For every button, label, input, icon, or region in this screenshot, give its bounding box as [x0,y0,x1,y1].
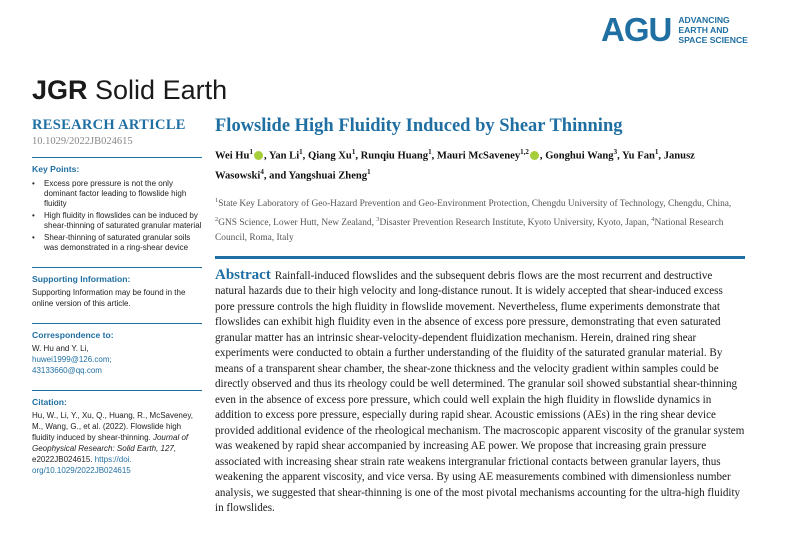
orcid-icon[interactable] [254,151,263,160]
author-name[interactable]: Yangshuai Zheng [288,170,368,182]
supporting-info-section [32,267,202,309]
journal-title-rest: Solid Earth [87,75,228,105]
agu-logo [601,13,748,46]
citation-article-id: e2022JB024615. [32,455,93,464]
orcid-icon[interactable] [530,151,539,160]
agu-tagline-line: SPACE SCIENCE [678,34,748,45]
citation-body: Hu, W., Li, Y., Xu, Q., Huang, R., McSaveney, M., Wang, G., et al. (2022). Flowslide high fluidity induced by shear-thinning. [32,411,193,442]
key-point: • Shear-thinning of saturated granular soils was demonstrated in a ring-shear device [32,233,202,253]
author-name[interactable]: Gonghui Wang [545,150,614,162]
supporting-info-text: Supporting Information may be found in the online version of this article. [32,288,186,308]
citation-doi-link[interactable]: https://doi. [94,455,132,464]
author-separator: , [617,150,622,162]
citation-journal: Journal of Geophysical Research: Solid Earth, 127, [32,433,189,453]
author-name[interactable]: Yan Li [268,150,300,162]
author-list [215,144,745,185]
agu-logo-tagline [678,15,748,45]
affiliations [215,193,745,246]
citation-heading: Citation: [32,397,67,407]
correspondence-email-link[interactable]: 43133660@qq.com [32,366,102,375]
correspondence-heading: Correspondence to: [32,330,114,340]
affiliation-text: National Research Council, Roma, Italy [215,217,724,243]
agu-logo-mark: AGU [601,11,672,48]
affiliation-sup: 4 [651,215,655,223]
correspondence-email-link[interactable]: huwei1999@126.com; [32,355,112,364]
affiliation-sup: 2 [215,215,219,223]
author-affiliation-sup: 1 [428,147,432,156]
article-main [215,117,745,517]
author-name[interactable]: Runqiu Huang [360,150,429,162]
citation-text [32,410,202,476]
key-point: • Excess pore pressure is not the only dominant factor leading to flowslide high fluidity [32,179,202,209]
affiliation-sup: 3 [376,215,380,223]
correspondence-section [32,323,202,376]
key-points-heading: Key Points: [32,164,80,174]
key-point: • High fluidity in flowslides can be induced by shear-thinning of saturated granular material [32,211,202,231]
article-type: RESEARCH ARTICLE [32,117,186,133]
key-points-section [32,157,202,253]
author-affiliation-sup: 1 [351,147,356,156]
author-affiliation-sup: 1,2 [520,147,529,156]
journal-title-bold: JGR [32,75,88,105]
author-separator: , [431,150,437,162]
author-affiliation-sup: 1 [249,147,253,156]
affiliation-text: Disaster Prevention Research Institute, Kyoto University, Kyoto, Japan, [379,217,652,228]
affiliation-text: GNS Science, Lower Hutt, New Zealand, [218,217,377,228]
key-points-list [32,179,202,253]
author-affiliation-sup: 4 [260,168,264,177]
abstract-text: Rainfall-induced flowslides and the subsequent debris flows are the most recurrent and destructive natural hazards due to their high velocity and long-distance runout. It is widely accepted that shear-induced excess pore pressure controls the high fluidity in flowslide movement. Nevertheless, flume experiments demonstrate that flowslides can exhibit high fluidity even in the absence of excess pore pressure, demonstrating that even saturated granular matter has an intrinsic shear-velocity-dependent fluidization mechanism. Herein, drained ring shear experiments were conducted to obtain a further understanding of the fluidity of the saturated granular material. By means of a transparent shear chamber, the shear-zone thickness and the velocity gradient within samples could be directly observed and thus its rheology could be well determined. The granular soil showed substantial shear-thinning even in the absence of excess pore pressure, which could well explain the high fluidity in flowslide dynamics in addition to excess pore pressure, especially during rapid shear. Acoustic emissions (AEs) in the ring shear device provided additional evidence of the rheological mechanism. The macroscopic apparent viscosity of the granular system was weakened by rapid shear accompanied by increasing AE power. We propose that increasing grain pressure associated with increasing shear strain rate weakens intergranular frictional contacts between granular layers, thus weakening the apparent viscosity, and vice versa. By using AE measurements combined with dimensionless number analysis, we suggested that shear-thinning is one of the most pivotal mechanisms accounting for the ultra-high fluidity in flowslides. [215,269,745,515]
author-separator: , [355,150,361,162]
affiliation-sup: 1 [215,196,219,204]
author-affiliation-sup: 1 [367,168,371,177]
author-affiliation-sup: 1 [299,147,303,156]
author-name[interactable]: Yu Fan [622,150,655,162]
journal-title [32,77,227,104]
supporting-info-heading: Supporting Information: [32,274,131,284]
abstract-heading: Abstract [215,266,271,283]
abstract-divider [215,256,745,259]
author-name[interactable]: Mauri McSaveney [436,150,521,162]
author-separator: , [658,150,664,162]
author-name[interactable]: Qiang Xu [307,150,352,162]
correspondence-names: W. Hu and Y. Li, [32,344,89,353]
author-name[interactable]: Janusz Wasowski [215,150,695,182]
affiliation-text: State Key Laboratory of Geo-Hazard Prevention and Geo-Environment Protection, Chengdu University of Technology, Chengdu, China, [218,198,732,209]
citation-section [32,390,202,476]
doi: 10.1029/2022JB024615 [32,136,133,147]
article-title: Flowslide High Fluidity Induced by Shear Thinning [215,116,623,136]
author-separator: , [539,150,546,162]
sidebar [32,117,202,476]
abstract [215,268,745,517]
citation-doi-link[interactable]: org/10.1029/2022JB024615 [32,466,131,475]
author-separator: , [302,150,308,162]
author-name[interactable]: Wei Hu [215,150,250,162]
author-affiliation-sup: 1 [654,147,659,156]
author-separator: , and [263,170,289,182]
author-affiliation-sup: 3 [613,147,618,156]
agu-tagline-line: EARTH AND [678,24,729,35]
author-separator: , [263,150,269,162]
agu-tagline-line: ADVANCING [678,14,730,25]
